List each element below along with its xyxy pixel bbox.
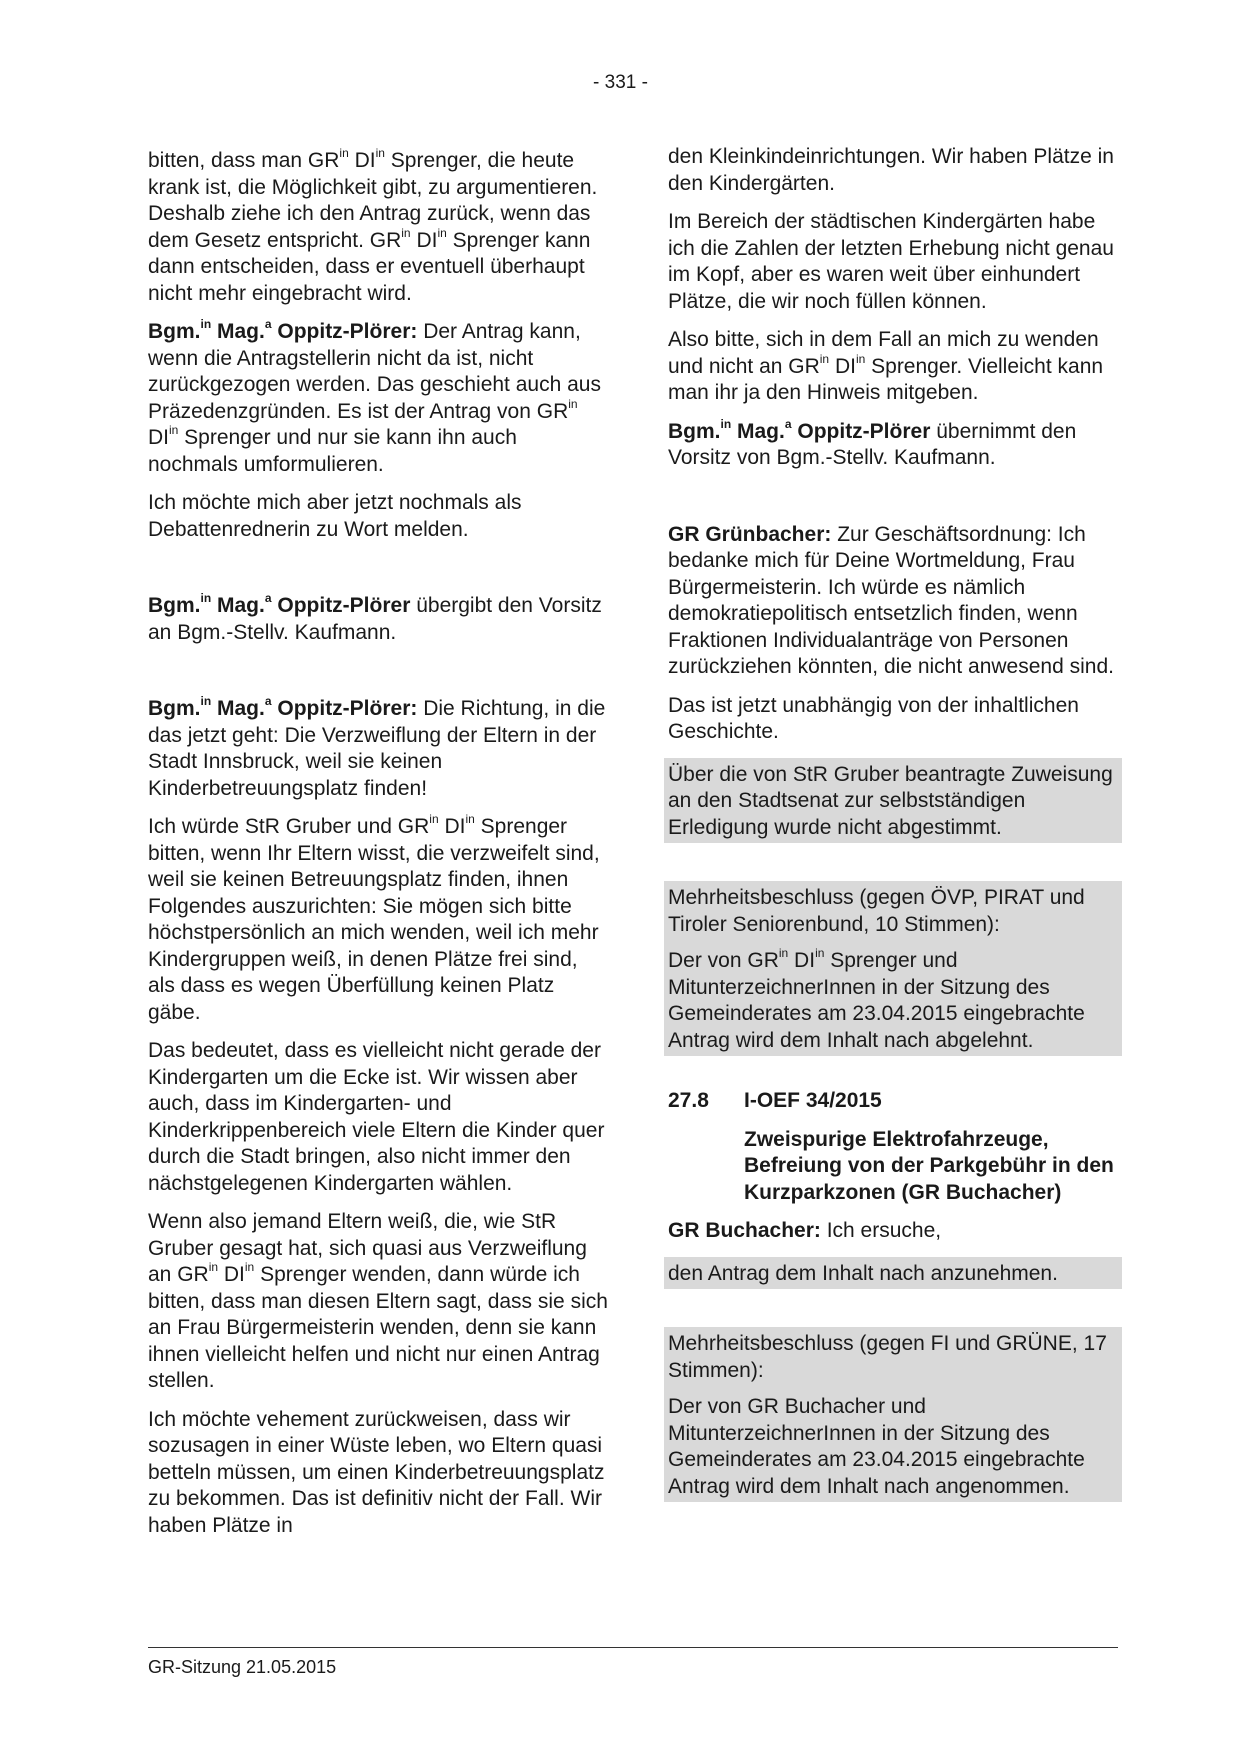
speaker: Bgm.$^{in}$ Mag.$^a$ Oppitz-Plörer (148, 591, 411, 617)
agenda-item-number: 27.8 (668, 1089, 709, 1112)
paragraph: Über die von StR Gruber beantragte Zuweisung an den Stadtsenat zur selbstständigen Erledigung wurde nicht abgestimmt. (668, 762, 1113, 839)
paragraph: den Kleinkindeinrichtungen. Wir haben Plätze in den Kindergärten. (668, 145, 1114, 195)
paragraph: den Antrag dem Inhalt nach anzunehmen. (668, 1261, 1058, 1285)
paragraph: Das bedeutet, dass es vielleicht nicht gerade der Kindergarten um die Ecke ist. Wir wissen aber auch, dass im Kindergarten- und Kinderkrippenbereich viele Eltern die Kinder quer durch die Stadt bringen, also nicht immer den nächstgelegenen Kindergarten wählen. (148, 1039, 605, 1195)
agenda-item-heading (668, 1088, 1118, 1115)
agenda-item-code: I-OEF 34/2015 (744, 1089, 882, 1112)
paragraph: Wenn also jemand Eltern weiß, die, wie StR Gruber gesagt hat, sich quasi aus Verzweiflung an $GR^{in}$ $DI^{in}$ Sprenger wenden, dann würde ich bitten, dass man diesen Eltern sagt, dass sie sich an Frau Bürgermeisterin wenden, denn sie kann ihnen vielleicht helfen und nicht nur einen Antrag stellen. (148, 1210, 608, 1392)
speaker: GR Grünbacher: (668, 522, 832, 546)
paragraph: Bgm.$^{in}$ Mag.$^a$ Oppitz-Plörer übernimmt den Vorsitz von Bgm.-Stellv. Kaufmann. (668, 416, 1077, 469)
paragraph: GR Grünbacher: Zur Geschäftsordnung: Ich bedanke mich für Deine Wortmeldung, Frau Bürgermeisterin. Ich würde es nämlich demokratiepolitisch entsetzlich finden, wenn Fraktionen Individualanträge von Personen zurückziehen könnten, die nicht anwesend sind. (668, 522, 1114, 678)
paragraph: Ich möchte vehement zurückweisen, dass wir sozusagen in einer Wüste leben, wo Eltern quasi betteln müssen, um einen Kinderbetreuungsplatz zu bekommen. Das ist definitiv nicht der Fall. Wir haben Plätze in (148, 1407, 605, 1537)
page-number: - 331 - (593, 72, 648, 93)
paragraph: GR Buchacher: Ich ersuche, (668, 1219, 942, 1242)
decision-head: Mehrheitsbeschluss (gegen ÖVP, PIRAT und Tiroler Seniorenbund, 10 Stimmen): (668, 886, 1085, 936)
speaker: Bgm.$^{in}$ Mag.$^a$ Oppitz-Plörer: (148, 694, 418, 720)
agenda-item-title: Zweispurige Elektrofahrzeuge, Befreiung von der Parkgebühr in den Kurzparkzonen (GR Buchacher) (744, 1127, 1114, 1204)
decision-head: Mehrheitsbeschluss (gegen FI und GRÜNE, 17 Stimmen): (668, 1332, 1107, 1382)
paragraph: Bgm.$^{in}$ Mag.$^a$ Oppitz-Plörer: Die Richtung, in die das jetzt geht: Die Verzweiflung der Eltern in der Stadt Innsbruck, weil sie keinen Kinderbetreuungsplatz finden! (148, 694, 606, 800)
decision-block (664, 1327, 1122, 1502)
shaded-note (664, 1257, 1122, 1290)
left-column (148, 148, 610, 1551)
paragraph: Bgm.$^{in}$ Mag.$^a$ Oppitz-Plörer: Der Antrag kann, wenn die Antragstellerin nicht da ist, nicht zurückgezogen werden. Das geschieht auch aus Präzedenzgründen. Es ist der Antrag von $GR^{in}$ $DI^{in}$ Sprenger und nur sie kann ihn auch nochmals umformulieren. (148, 317, 601, 476)
speaker: Bgm.$^{in}$ Mag.$^a$ Oppitz-Plörer (668, 416, 931, 443)
paragraph: Also bitte, sich in dem Fall an mich zu wenden und nicht an $GR^{in}$ $DI^{in}$ Sprenger. Vielleicht kann man ihr ja den Hinweis mitgeben. (668, 328, 1104, 404)
paragraph: bitten, dass man $GR^{in}$ $DI^{in}$ Sprenger, die heute krank ist, die Möglichkeit gibt, zu argumentieren. Deshalb ziehe ich den Antrag zurück, wenn das dem Gesetz entspricht. $GR^{in}$ $DI^{in}$ Sprenger kann dann entscheiden, dass er eventuell überhaupt nicht mehr eingebracht wird. (148, 146, 598, 305)
paragraph: Ich würde StR Gruber und $GR^{in}$ $DI^{in}$ Sprenger bitten, wenn Ihr Eltern wisst, die verzweifelt sind, weil sie keinen Betreuungsplatz finden, ihnen Folgendes auszurichten: Sie mögen sich bitte höchstpersönlich an mich wenden, weil ich mehr Kindergruppen weiß, in denen Plätze frei sind, als dass es wegen Überfüllung keinen Platz gäbe. (148, 812, 600, 1024)
speaker: Bgm.$^{in}$ Mag.$^a$ Oppitz-Plörer: (148, 317, 418, 343)
decision-text: Der von $GR^{in}$ $DI^{in}$ Sprenger und MitunterzeichnerInnen in der Sitzung des Gemeinderates am 23.04.2015 eingebrachte Antrag wird dem Inhalt nach abgelehnt. (668, 946, 1085, 1052)
paragraph: Im Bereich der städtischen Kindergärten habe ich die Zahlen der letzten Erhebung nicht genau im Kopf, aber es waren weit über einhundert Plätze, die wir noch füllen können. (668, 210, 1114, 313)
decision-block (664, 881, 1122, 1056)
speaker: GR Buchacher: (668, 1219, 821, 1242)
paragraph: Ich möchte mich aber jetzt nochmals als Debattenrednerin zu Wort melden. (148, 491, 522, 541)
decision-text: Der von GR Buchacher und MitunterzeichnerInnen in der Sitzung des Gemeinderates am 23.04.2015 eingebrachte Antrag wird dem Inhalt nach angenommen. (668, 1395, 1085, 1498)
footer-text: GR-Sitzung 21.05.2015 (148, 1657, 337, 1677)
paragraph: Das ist jetzt unabhängig von der inhaltlichen Geschichte. (668, 693, 1079, 743)
shaded-note (664, 758, 1122, 844)
right-column (668, 144, 1118, 1502)
paragraph: Bgm.$^{in}$ Mag.$^a$ Oppitz-Plörer übergibt den Vorsitz an Bgm.-Stellv. Kaufmann. (148, 591, 602, 644)
footer-divider (148, 1647, 1118, 1648)
